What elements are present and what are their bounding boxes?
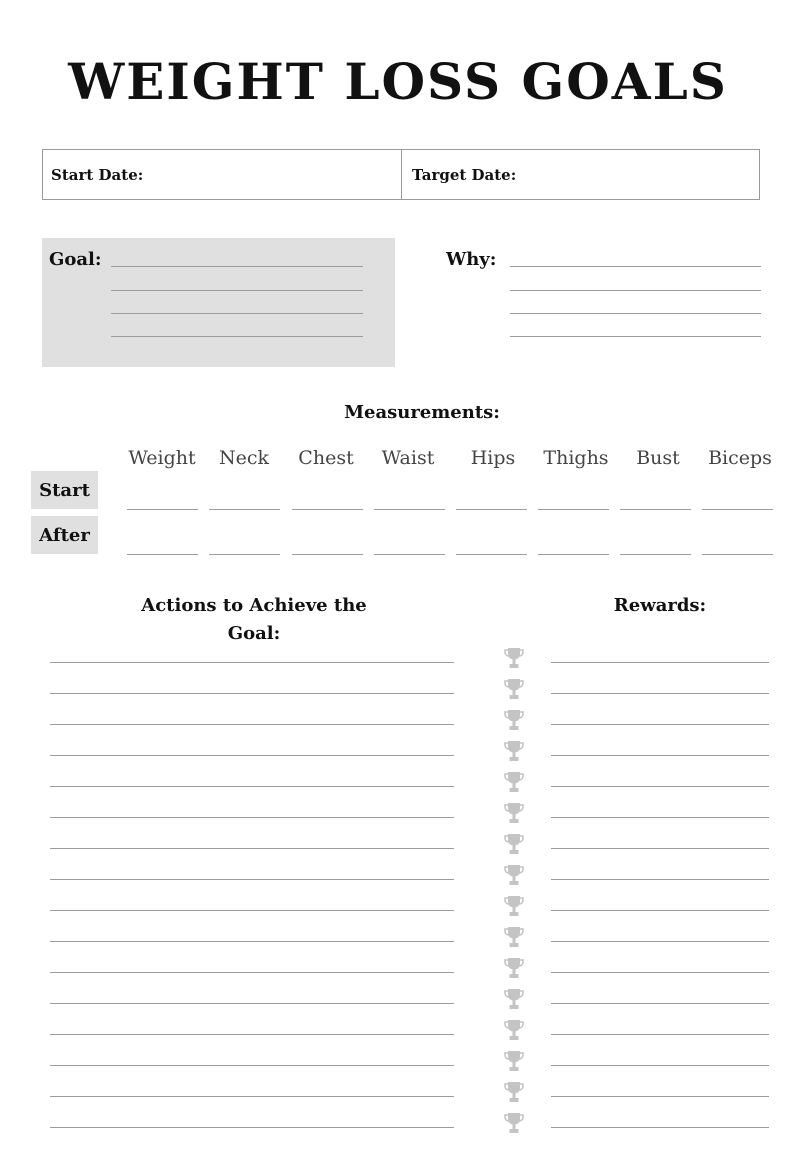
measurement-field-after-bust[interactable] [620,554,691,555]
goal-line[interactable] [111,266,363,267]
measurements-title: Measurements: [344,402,500,423]
action-line[interactable] [50,724,454,725]
action-line[interactable] [50,1003,454,1004]
goal-label: Goal: [49,249,102,270]
trophy-icon [504,833,524,855]
measurement-field-after-chest[interactable] [292,554,363,555]
reward-line[interactable] [551,755,769,756]
row-label-start: Start [31,471,98,509]
reward-line[interactable] [551,1096,769,1097]
reward-line[interactable] [551,786,769,787]
reward-line[interactable] [551,662,769,663]
action-line[interactable] [50,755,454,756]
column-hips: Hips [470,447,516,469]
trophy-icon [504,1050,524,1072]
action-line[interactable] [50,1096,454,1097]
trophy-icon [504,957,524,979]
column-biceps: Biceps [708,447,772,469]
column-waist: Waist [381,447,435,469]
action-line[interactable] [50,662,454,663]
action-line[interactable] [50,1034,454,1035]
why-line[interactable] [510,336,761,337]
action-line[interactable] [50,879,454,880]
reward-line[interactable] [551,1127,769,1128]
column-chest: Chest [298,447,354,469]
action-line[interactable] [50,972,454,973]
trophy-icon [504,709,524,731]
action-line[interactable] [50,1127,454,1128]
trophy-icon [504,864,524,886]
start-date-label: Start Date: [51,165,144,184]
trophy-icon [504,926,524,948]
action-line[interactable] [50,693,454,694]
reward-line[interactable] [551,941,769,942]
date-box [42,149,760,200]
action-line[interactable] [50,817,454,818]
measurement-field-start-neck[interactable] [209,509,280,510]
why-line[interactable] [510,266,761,267]
reward-line[interactable] [551,817,769,818]
action-line[interactable] [50,1065,454,1066]
action-line[interactable] [50,786,454,787]
rewards-title: Rewards: [613,595,707,616]
measurement-field-start-bust[interactable] [620,509,691,510]
goal-line[interactable] [111,336,363,337]
measurement-field-after-hips[interactable] [456,554,527,555]
trophy-icon [504,771,524,793]
row-label-after: After [31,516,98,554]
trophy-icon [504,1081,524,1103]
target-date-label: Target Date: [412,165,517,184]
action-line[interactable] [50,910,454,911]
column-weight: Weight [128,447,196,469]
why-line[interactable] [510,290,761,291]
reward-line[interactable] [551,724,769,725]
reward-line[interactable] [551,879,769,880]
start-date-field[interactable] [43,150,402,199]
reward-line[interactable] [551,1065,769,1066]
trophy-icon [504,802,524,824]
page-title: WEIGHT LOSS GOALS [68,52,728,111]
action-line[interactable] [50,848,454,849]
trophy-icon [504,988,524,1010]
trophy-icon [504,647,524,669]
measurement-field-after-biceps[interactable] [702,554,773,555]
reward-line[interactable] [551,1034,769,1035]
measurement-field-after-waist[interactable] [374,554,445,555]
action-line[interactable] [50,941,454,942]
measurement-field-start-thighs[interactable] [538,509,609,510]
measurement-field-start-hips[interactable] [456,509,527,510]
column-neck: Neck [218,447,270,469]
actions-title: Actions to Achieve the Goal: [141,595,367,644]
column-thighs: Thighs [543,447,609,469]
trophy-icon [504,740,524,762]
reward-line[interactable] [551,1003,769,1004]
reward-line[interactable] [551,972,769,973]
measurement-field-after-thighs[interactable] [538,554,609,555]
goal-line[interactable] [111,290,363,291]
reward-line[interactable] [551,693,769,694]
measurement-field-start-waist[interactable] [374,509,445,510]
target-date-field[interactable] [402,150,759,199]
measurement-field-after-neck[interactable] [209,554,280,555]
column-bust: Bust [636,447,680,469]
reward-line[interactable] [551,848,769,849]
trophy-icon [504,1112,524,1134]
trophy-icon [504,678,524,700]
why-label: Why: [446,249,497,270]
why-line[interactable] [510,313,761,314]
measurement-field-start-weight[interactable] [127,509,198,510]
measurement-field-start-chest[interactable] [292,509,363,510]
measurement-field-after-weight[interactable] [127,554,198,555]
reward-line[interactable] [551,910,769,911]
measurement-field-start-biceps[interactable] [702,509,773,510]
trophy-icon [504,895,524,917]
goal-line[interactable] [111,313,363,314]
trophy-icon [504,1019,524,1041]
